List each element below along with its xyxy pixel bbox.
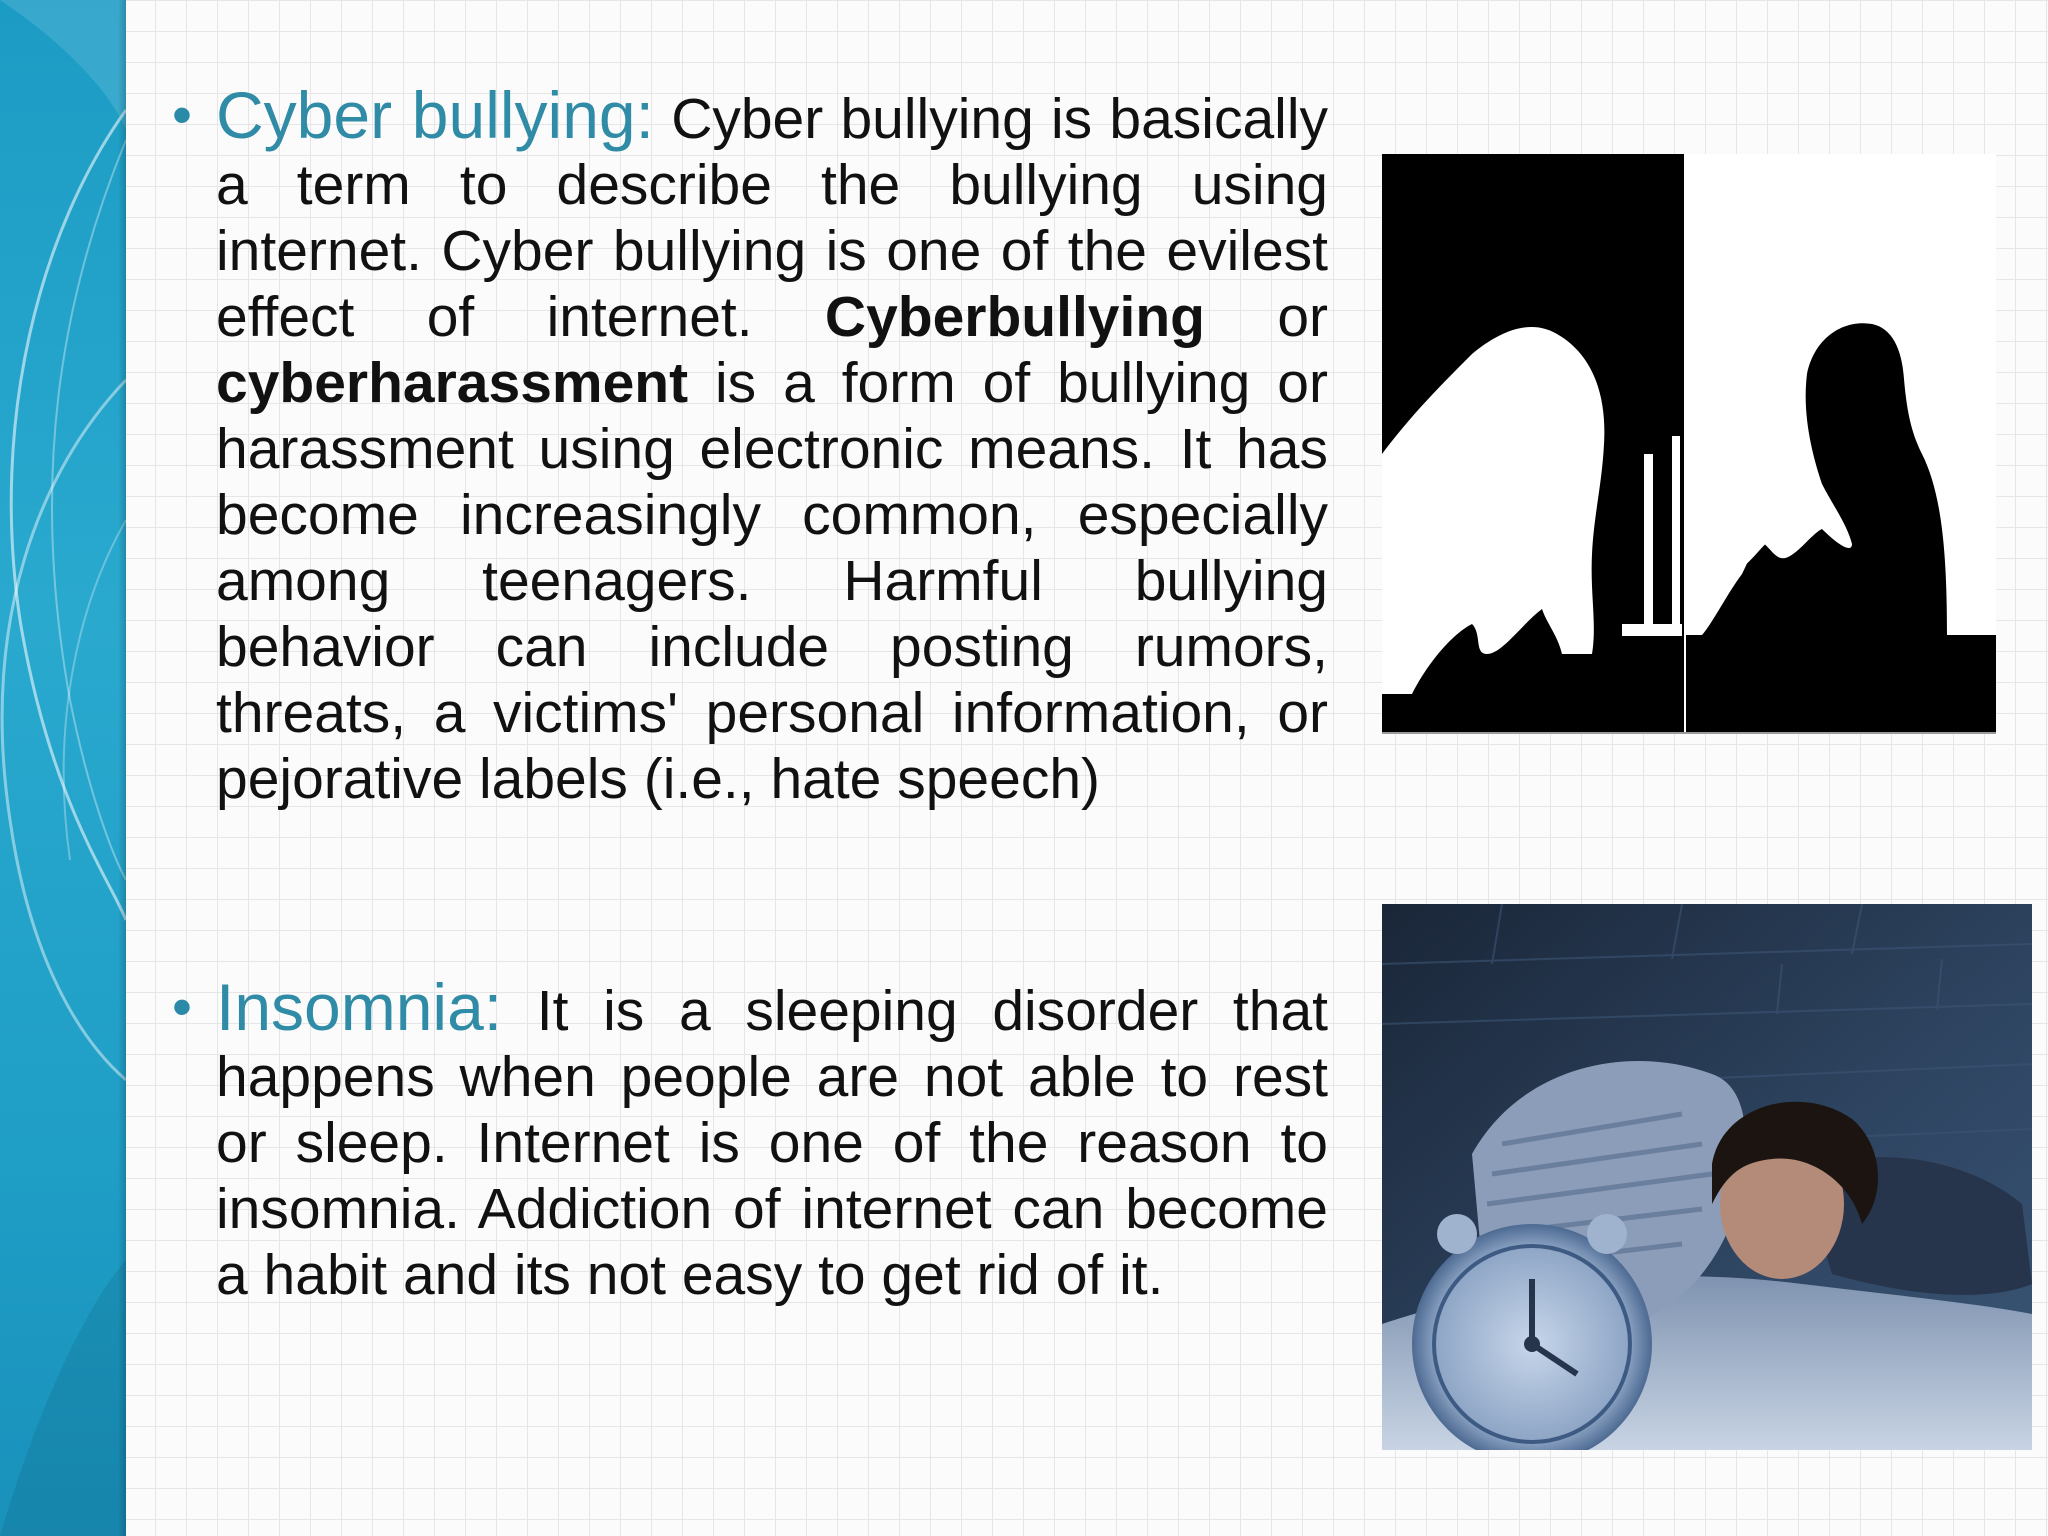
cyber-bullying-text-2: or: [1204, 285, 1328, 349]
cyber-bullying-paragraph: [216, 78, 1328, 812]
cyberbullying-bold-term: Cyberbullying: [824, 285, 1205, 349]
cyberbullying-image: [1382, 154, 1996, 734]
insomnia-bullet: [148, 970, 1328, 1308]
cyber-bullying-bullet: [148, 78, 1328, 812]
insomnia-term: Insomnia:: [216, 970, 503, 1044]
decorative-side-band: [0, 0, 126, 1536]
cyberharassment-bold-term: cyberharassment: [216, 351, 689, 415]
bullet-dot: •: [172, 975, 192, 1039]
insomnia-paragraph: [216, 970, 1328, 1308]
insomnia-image: [1382, 904, 2032, 1450]
cyber-bullying-text-3: is a form of bullying or harassment using electronic means. It has become increasingly common, especially among teenagers. Harmful bullying behavior can include posting rumors, threats, a victims' personal information, or pejorative labels (i.e., hate speech): [216, 351, 1328, 811]
cyber-bullying-text-1: Cyber bullying is basically a term to describe the bullying using internet. Cyber bullying is one of the evilest effect of internet.: [216, 87, 1328, 349]
silhouettes-graphic: [1382, 154, 1996, 734]
insomnia-text-1: It is a sleeping disorder that happens when people are not able to rest or sleep. Internet is one of the reason to insomnia. Addiction of internet can become a habit and its not easy to get rid of it.: [216, 979, 1328, 1307]
cyber-bullying-term: Cyber bullying:: [216, 78, 654, 152]
insomnia-photo-graphic: [1382, 904, 2032, 1450]
bullet-dot: •: [172, 83, 192, 147]
